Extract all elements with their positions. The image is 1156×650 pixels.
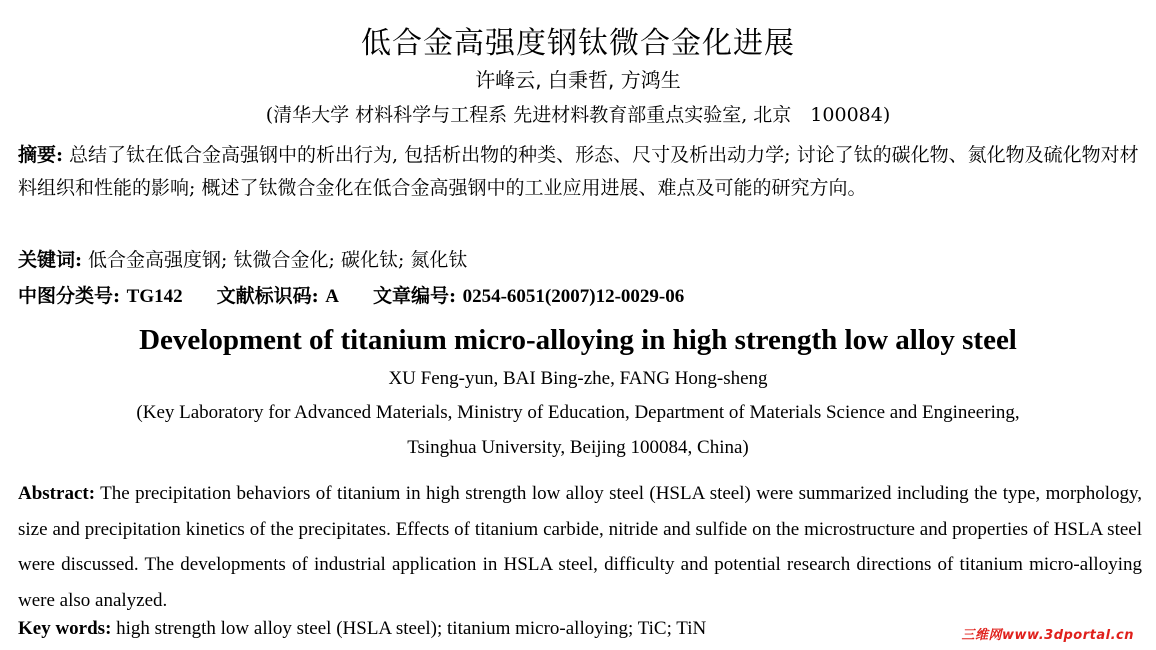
english-affiliation-line-2: Tsinghua University, Beijing 100084, China)	[407, 437, 749, 458]
article-number-value: 0254-6051(2007)12-0029-06	[462, 286, 685, 307]
english-abstract-label: Abstract:	[18, 483, 96, 504]
chinese-abstract-text: 总结了钛在低合金高强钢中的析出行为, 包括析出物的种类、形态、尺寸及析出动力学; 讨论了钛的碳化物、氮化物及硫化物对材料组织和性能的影响; 概述了钛微合金化在低合金高强钢中的工业应用进展、难点及可能的研究方向。	[18, 144, 1139, 199]
english-keywords	[18, 618, 706, 640]
english-keywords-text: high strength low alloy steel (HSLA steel); titanium micro-alloying; TiC; TiN	[111, 618, 707, 639]
english-title: Development of titanium micro-alloying in high strength low alloy steel	[139, 324, 1017, 356]
english-abstract	[18, 476, 1142, 618]
clc-label: 中图分类号:	[18, 285, 127, 307]
article-number-label: 文章编号:	[372, 285, 463, 307]
doc-code-label: 文献标识码:	[216, 285, 326, 307]
classification-line	[18, 281, 684, 308]
watermark-link[interactable]: 三维网www.3dportal.cn	[961, 628, 1134, 643]
chinese-abstract	[18, 139, 1142, 205]
chinese-abstract-label: 摘要:	[18, 144, 64, 166]
english-abstract-text: The precipitation behaviors of titanium in high strength low alloy steel (HSLA steel) were summarized including the type, morphology, size and precipitation kinetics of the precipitates. Effects of titanium carbide, nitride and sulfide on the microstructure and properties of HSLA steel were discussed. The developments of industrial application in HSLA steel, difficulty and potential research directions of titanium micro-alloying were also analyzed.	[18, 483, 1142, 611]
english-keywords-label: Key words:	[18, 618, 112, 639]
doc-code-value: A	[325, 286, 339, 307]
chinese-title: 低合金高强度钢钛微合金化进展	[361, 26, 795, 61]
english-authors: XU Feng-yun, BAI Bing-zhe, FANG Hong-sheng	[388, 368, 768, 389]
chinese-keywords-text: 低合金高强度钢; 钛微合金化; 碳化钛; 氮化钛	[82, 249, 468, 271]
chinese-keywords-label: 关键词:	[18, 249, 83, 271]
chinese-keywords	[18, 244, 1142, 277]
chinese-affiliation: (清华大学 材料科学与工程系 先进材料教育部重点实验室, 北京 100084)	[265, 104, 891, 126]
chinese-authors: 许峰云, 白秉哲, 方鸿生	[475, 68, 681, 92]
clc-value: TG142	[126, 286, 183, 307]
english-affiliation-line-1: (Key Laboratory for Advanced Materials, Ministry of Education, Department of Materials Science and Engineering,	[136, 402, 1020, 423]
